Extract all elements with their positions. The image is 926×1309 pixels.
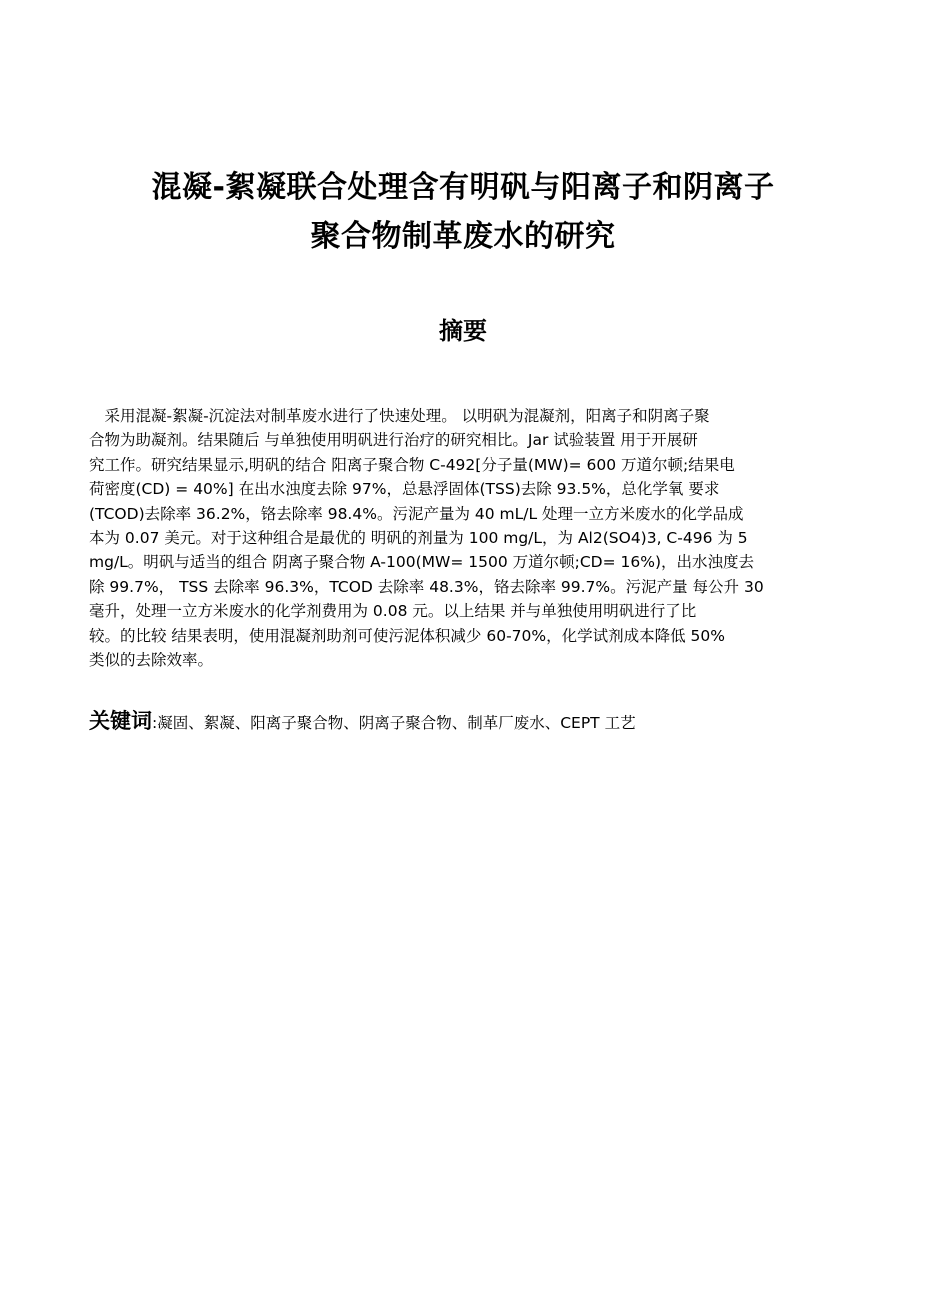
keywords-text: :凝固、絮凝、阳离子聚合物、阴离子聚合物、制革厂废水、CEPT 工艺 [152, 714, 636, 732]
abstract-line: 较。的比较 结果表明，使用混凝剂助剂可使污泥体积减少 60-70%，化学试剂成本降低 50% [89, 626, 726, 645]
paper-title [80, 163, 846, 261]
abstract-body [89, 404, 849, 672]
abstract-line: 除 99.7%， TSS 去除率 96.3%，TCOD 去除率 48.3%，铬去除率 99.7%。污泥产量 每公升 30 [89, 577, 764, 596]
abstract-line: 本为 0.07 美元。对于这种组合是最优的 明矾的剂量为 100 mg/L，为 Al2(SO4)3, C-496 为 5 [89, 529, 748, 548]
abstract-line: (TCOD)去除率 36.2%，铬去除率 98.4%。污泥产量为 40 mL/L 处理一立方米废水的化学品成 [89, 504, 744, 523]
abstract-heading: 摘要 [439, 317, 487, 345]
abstract-line: 荷密度(CD) = 40%] 在出水浊度去除 97%，总悬浮固体(TSS)去除 93.5%，总化学氧 要求 [89, 480, 720, 499]
abstract-line: 毫升，处理一立方米废水的化学剂费用为 0.08 元。以上结果 并与单独使用明矾进行了比 [89, 602, 697, 621]
abstract-line: 采用混凝-絮凝-沉淀法对制革废水进行了快速处理。 以明矾为混凝剂，阳离子和阴离子聚 [89, 407, 710, 425]
abstract-line: mg/L。明矾与适当的组合 阴离子聚合物 A-100(MW= 1500 万道尔顿;CD= 16%)，出水浊度去 [89, 553, 755, 572]
abstract-line: 究工作。研究结果显示,明矾的结合 阳离子聚合物 C-492[分子量(MW)= 600 万道尔顿;结果电 [89, 455, 735, 474]
abstract-line: 合物为助凝剂。结果随后 与单独使用明矾进行治疗的研究相比。Jar 试验装置 用于开展研 [89, 431, 698, 450]
keywords [89, 705, 849, 735]
title-line-2: 聚合物制革废水的研究 [310, 219, 616, 254]
abstract-line: 类似的去除效率。 [89, 651, 214, 670]
title-line-1: 混凝-絮凝联合处理含有明矾与阳离子和阴离子 [151, 170, 775, 205]
keywords-label: 关键词 [89, 709, 152, 733]
